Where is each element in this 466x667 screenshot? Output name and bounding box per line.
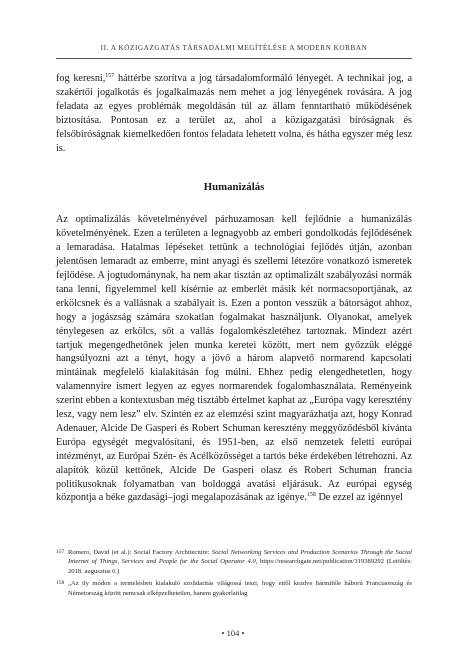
footnote-157 <box>56 548 412 576</box>
footnote-text: „Az ily módon a termelésben kialakuló szolidaritás világossá teszi, hogy ettől kezdve bármiféle háború Franciaország és Németország között nemcsak elképzelhetetlen, hanem gyakorlatilag <box>68 580 412 597</box>
footnote-ref-158[interactable]: 158 <box>306 492 316 499</box>
body-text <box>56 72 412 505</box>
section-heading: Humanizálás <box>203 181 265 194</box>
footnote-number: 158 <box>56 580 65 587</box>
footnotes <box>56 548 412 601</box>
footnote-ref-157[interactable]: 157 <box>105 73 115 79</box>
footnote-text: Romero, David (et al.): Social Factory Architecture: Social Networking Services and Production Scenarios Through the Social Internet of Things, Services and People for the Social Operator 4.0, https://researchgate.net/publication/319389292 (Letöltés: 2018. augusztus 6.) <box>68 549 412 575</box>
footnote-158 <box>56 579 412 598</box>
header-rule <box>56 58 412 59</box>
page-number: • 104 • <box>221 628 245 638</box>
paragraph-1: fog keresni,$^{157}$ háttérbe szorítva a jog társadalomformáló lényegét. A technikai jog, a szakértői jogalkotás és jogalkalmazás nem mehet a jog lényegének rovására. A jog feladata az egyes problémák megoldásán túl az állam fenntartható működésének biztosítása. Pontosan ez a terület az, ahol a közigazgatási bíróságnak és felsőbíróságnak kiemelkedően fontos feladata lehetett volna, és hátha egyszer még lesz is. <box>56 73 413 154</box>
paragraph-2: Az optimalizálás követelményével párhuzamosan kell fejlődnie a humanizálás követelményének. Ezen a területen a legnagyobb az emberi gondolkodás fejlődésének a lemaradása. Hatalmas lépéseket tettünk a technológiai fejlődés útján, azonban jelentősen lemaradt az emberre, mint anyagi és szellemi létezőre vonatkozó ismeretek fejlődése. A jogtudománynak, ha nem akar tisztán az optimalizált szabályozási normák tana lenni, figyelemmel kell kísérnie az emberlét másik két normacsoportjának, az erkölcsnek és a vallásnak a szabályait is. Ezen a ponton vesszük a bátorságot ahhoz, hogy a jogászság számára szokatlan fogalmakat használjunk. Olyanokat, amelyek ténylegesen az erkölcs, sőt a vallás fogalomkészletéhez tartoznak. Mindezt azért tartjuk megengedhetőnek jelen munka keretei között, mert nem győzzük eléggé hangsúlyozni azt a tényt, hogy a jövő a három alapvető normarend kapcsolati mintáinak megfelelő kialakításán fog múlni. Ehhez pedig elengedhetetlen, hogy valamennyire ismert legyen az egyes normarendek fogalomhasználata. Reményeink szerint ebben a kontextusban még tisztább értelmet kaphat az „Európa vagy keresztény lesz, vagy nem lesz” elv. Szintén ez az elemzési szint magyarázhatja azt, hogy Konrad Adenauer, Alcide De Gasperi és Robert Schuman keresztény meggyőződésből kívánta Európa egységét megvalósítani, és 1951-ben, az első nemzetek feletti európai intézményt, az Európai Szén- és Acélközösséget a tartós béke érdekében létrehozni. Az alapítók közül kettőnek, Alcide De Gasperi olasz és Robert Schuman francia politikusoknak folyamatban van boldoggá avatási eljárásuk. Az európai egység központja a béke gazdasági–jogi megalapozásának az igénye.$^{158}$ De ezzel az igénnyel <box>56 214 412 504</box>
running-head: II. A KÖZIGAZGATÁS TÁRSADALMI MEGÍTÉLÉSE A MODERN KORBAN <box>100 44 368 52</box>
footnote-number: 157 <box>56 549 65 555</box>
